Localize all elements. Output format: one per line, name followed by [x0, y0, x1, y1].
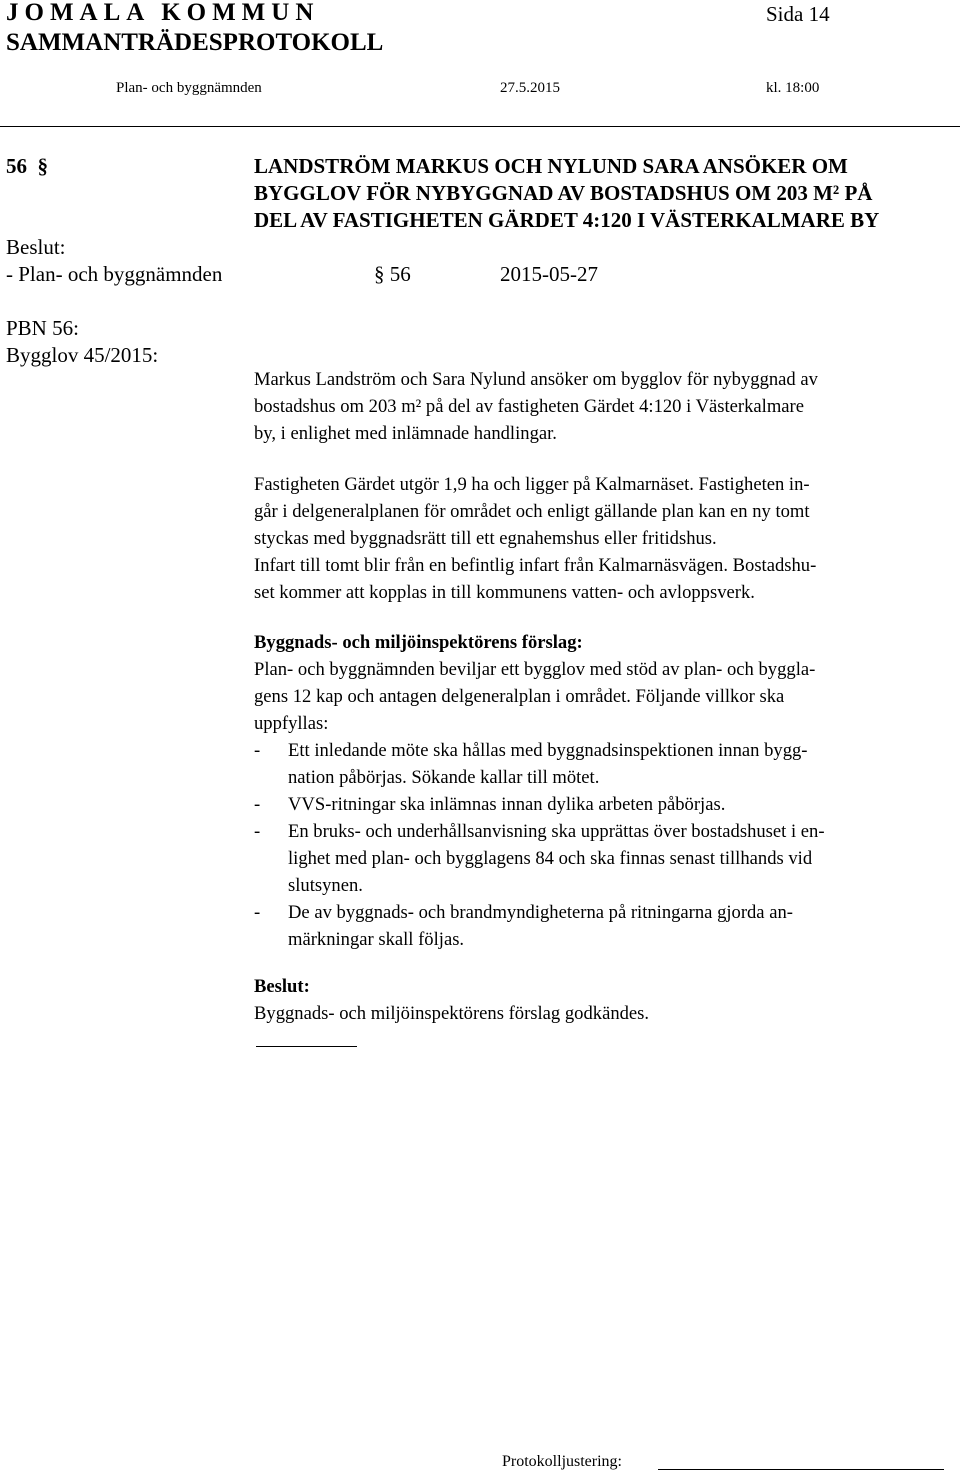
text-line: set kommer att kopplas in till kommunens vatten- och avloppsverk.: [254, 582, 755, 603]
text-line: går i delgeneralplanen för området och enligt gällande plan kan en ny tomt: [254, 501, 810, 522]
text-line-part: lighet med plan- och bygglagens 84 och ska finnas senast tillhands vid: [288, 848, 813, 869]
decision-text: Byggnads- och miljöinspektörens förslag godkändes.: [254, 1003, 650, 1024]
item-title-line: BYGGLOV FÖR NYBYGGNAD AV BOSTADSHUS OM 203 M² PÅ: [254, 181, 873, 205]
list-dash: -: [254, 821, 261, 842]
condition-item: [254, 791, 825, 818]
text-line: slutsynen.: [288, 875, 363, 896]
meeting-body: Plan- och byggnämnden: [116, 80, 262, 96]
condition-item: [254, 818, 825, 899]
list-dash: -: [254, 902, 261, 923]
decision-heading: Beslut:: [254, 976, 310, 997]
meeting-time: kl. 18:00: [766, 80, 820, 96]
header-rule: [0, 126, 960, 127]
municipality-name: JOMALA KOMMUN: [6, 0, 320, 26]
decision-section: [254, 973, 649, 1027]
text-line: nation påbörjas. Sökande kallar till mötet.: [288, 767, 600, 788]
text-line: VVS-ritningar ska inlämnas innan dylika arbeten påbörjas.: [288, 794, 726, 815]
list-dash: -: [254, 794, 261, 815]
text-line: uppfyllas:: [254, 713, 329, 734]
bygglov-reference: Bygglov 45/2015:: [6, 343, 159, 367]
proposal-section: [254, 629, 825, 953]
text-line: Ett inledande möte ska hållas med byggnadsinspektionen innan bygg-: [288, 740, 808, 761]
text-line: En bruks- och underhållsanvisning ska upprättas över bostadshuset i en-: [288, 821, 825, 842]
item-number: [6, 153, 48, 180]
text-line: Plan- och byggnämnden beviljar ett bygglov med stöd av plan- och byggla-: [254, 659, 816, 680]
item-number-value: 56: [6, 154, 27, 178]
document-type: SAMMANTRÄDESPROTOKOLL: [6, 29, 384, 56]
text-line: [288, 845, 825, 872]
text-line: märkningar skall följas.: [288, 929, 465, 950]
text-line: by, i enlighet med inlämnade handlingar.: [254, 423, 557, 444]
text-line: bostadshus om 203 m² på del av fastigheten Gärdet 4:120 i Västerkalmare: [254, 396, 804, 417]
text-line: Fastigheten Gärdet utgör 1,9 ha och ligger på Kalmarnäset. Fastigheten in-: [254, 474, 810, 495]
description-paragraph-1: [254, 366, 818, 447]
text-line: Markus Landström och Sara Nylund ansöker om bygglov för nybyggnad av: [254, 369, 818, 390]
history-entry-date: 2015-05-27: [500, 262, 598, 286]
item-title-line: DEL AV FASTIGHETEN GÄRDET 4:120 I VÄSTERKALMARE BY: [254, 208, 880, 232]
history-entry-section: [374, 261, 411, 288]
proposal-heading: Byggnads- och miljöinspektörens förslag:: [254, 632, 583, 653]
section-sign-icon: §: [32, 154, 48, 178]
item-title-line: LANDSTRÖM MARKUS OCH NYLUND SARA ANSÖKER OM: [254, 154, 848, 178]
history-entry-body: - Plan- och byggnämnden: [6, 262, 223, 286]
closing-rule: [256, 1046, 357, 1047]
condition-item: [254, 899, 825, 953]
item-title: [254, 153, 879, 234]
text-line: gens 12 kap och antagen delgeneralplan i området. Följande villkor ska: [254, 686, 785, 707]
page-number: Sida 14: [766, 2, 830, 26]
text-line: De av byggnads- och brandmyndigheterna på ritningarna gjorda an-: [288, 902, 793, 923]
text-line: styckas med byggnadsrätt till ett egnahemshus eller fritidshus.: [254, 528, 717, 549]
text-line: Infart till tomt blir från en befintlig infart från Kalmarnäsvägen. Bostadshu-: [254, 555, 817, 576]
justification-line: [658, 1469, 944, 1470]
description-paragraph-2: [254, 471, 816, 606]
section-sign-icon: §: [374, 262, 390, 286]
history-heading: Beslut:: [6, 235, 66, 259]
list-dash: -: [254, 740, 261, 761]
pbn-reference-text: PBN 56:: [6, 316, 79, 340]
history-section-number: 56: [389, 262, 411, 286]
condition-item: [254, 737, 825, 791]
footer-label: Protokolljustering:: [502, 1453, 622, 1470]
pbn-reference: [6, 315, 79, 342]
meeting-date: 27.5.2015: [500, 80, 560, 96]
